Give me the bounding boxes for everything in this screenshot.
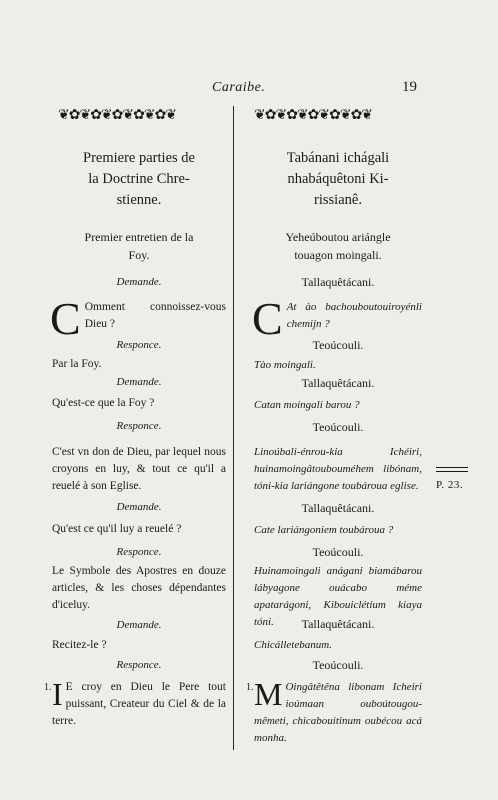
ornament-band-right: ❦✿❦✿❦✿❦✿❦✿❦ bbox=[254, 108, 373, 123]
french-subheading bbox=[52, 228, 226, 264]
answer-paragraph: C'est vn don de Dieu, par lequel nous croyons en luy, & tout ce qu'il a reuelé à son Eglise. bbox=[52, 446, 226, 492]
question-paragraph bbox=[50, 293, 226, 344]
heading-line: stienne. bbox=[116, 192, 162, 208]
heading-line: Tabánani ichágali bbox=[286, 150, 390, 166]
speaker-label: Tallaquêtácani. bbox=[301, 376, 375, 390]
drop-cap: M bbox=[254, 676, 283, 712]
question-text: Omment connoissez-vous Dieu ? bbox=[84, 301, 226, 330]
speaker-label: Tallaquêtácani. bbox=[301, 617, 375, 631]
speaker-label: Tallaquêtácani. bbox=[301, 501, 375, 515]
article-paragraph bbox=[44, 676, 226, 730]
speaker-label: Responce. bbox=[116, 339, 162, 351]
answer-paragraph: Huinamoingali anágani biamábarou lábyagone ouácabo méme apatarágoni, Kibouiclétium kiaya tóni. bbox=[254, 565, 422, 628]
column-divider bbox=[233, 106, 234, 750]
subheading-line: Foy. bbox=[128, 248, 150, 262]
drop-cap: C bbox=[50, 293, 81, 344]
speaker-label: Demande. bbox=[116, 619, 162, 631]
speaker-label: Responce. bbox=[116, 420, 162, 432]
speaker-label: Responce. bbox=[116, 546, 162, 558]
speaker-label: Teoúcouli. bbox=[312, 338, 364, 352]
question-paragraph: Catan moingali barou ? bbox=[254, 399, 360, 411]
answer-paragraph: Tào moingali. bbox=[254, 359, 316, 371]
question-paragraph: Chicálletebanum. bbox=[254, 639, 332, 651]
speaker-label: Responce. bbox=[116, 659, 162, 671]
speaker-label: Tallaquêtácani. bbox=[301, 275, 375, 289]
ornament-right bbox=[254, 108, 406, 124]
margin-rule bbox=[436, 467, 468, 468]
ornament-left bbox=[58, 108, 210, 124]
article-number: 1. bbox=[246, 682, 254, 693]
speaker-label: Demande. bbox=[116, 376, 162, 388]
question-paragraph: Qu'est-ce que la Foy ? bbox=[52, 397, 155, 409]
french-heading bbox=[52, 148, 226, 211]
article-text: E croy en Dieu le Pere tout puissant, Createur du Ciel & de la terre. bbox=[52, 681, 226, 727]
question-paragraph bbox=[252, 293, 422, 344]
speaker-label: Demande. bbox=[116, 501, 162, 513]
heading-line: Premiere parties de bbox=[83, 150, 195, 166]
question-text: At ào bachouboutouiroyénli chemijn ? bbox=[286, 301, 422, 330]
article-number: 1. bbox=[44, 682, 52, 693]
heading-line: rissianê. bbox=[314, 192, 362, 208]
margin-page-reference: P. 23. bbox=[436, 479, 464, 491]
question-paragraph: Qu'est ce qu'il luy a reuelé ? bbox=[52, 523, 182, 535]
heading-line: la Doctrine Chre- bbox=[88, 171, 190, 187]
speaker-label: Teoúcouli. bbox=[312, 545, 364, 559]
answer-paragraph: Linoúbali-énrou-kia Ichéiri, huinamoingâtoubouméhem libónam, tóni-kia lariángone toubároua eglise. bbox=[254, 446, 422, 492]
answer-paragraph: Par la Foy. bbox=[52, 358, 102, 370]
subheading-line: Yeheúboutou ariángle bbox=[285, 230, 391, 244]
speaker-label: Teoúcouli. bbox=[312, 420, 364, 434]
speaker-label: Demande. bbox=[116, 276, 162, 288]
carib-heading bbox=[254, 148, 422, 211]
question-paragraph: Recitez-le ? bbox=[52, 639, 107, 651]
heading-line: nhabáquêtoni Ki- bbox=[287, 171, 389, 187]
margin-rule bbox=[436, 471, 468, 472]
question-paragraph: Cate lariángoniem toubároua ? bbox=[254, 524, 394, 536]
ornament-band-left: ❦✿❦✿❦✿❦✿❦✿❦ bbox=[58, 108, 177, 123]
drop-cap: I bbox=[52, 676, 63, 712]
carib-subheading bbox=[254, 228, 422, 264]
running-title: Caraibe. bbox=[212, 80, 266, 95]
subheading-line: Premier entretien de la bbox=[84, 230, 194, 244]
speaker-label: Teoúcouli. bbox=[312, 658, 364, 672]
article-paragraph bbox=[246, 676, 422, 747]
article-text: Oingâtêtêna libonam Icheiri ioúmaan ouboútougou-mêmeti, chicabouitinum oubécou acá monha. bbox=[254, 681, 422, 744]
answer-paragraph: Le Symbole des Apostres en douze articles, & les choses dépendantes d'iceluy. bbox=[52, 565, 226, 611]
page-number: 19 bbox=[402, 79, 417, 95]
subheading-line: touagon moingali. bbox=[294, 248, 382, 262]
drop-cap: C bbox=[252, 293, 283, 344]
